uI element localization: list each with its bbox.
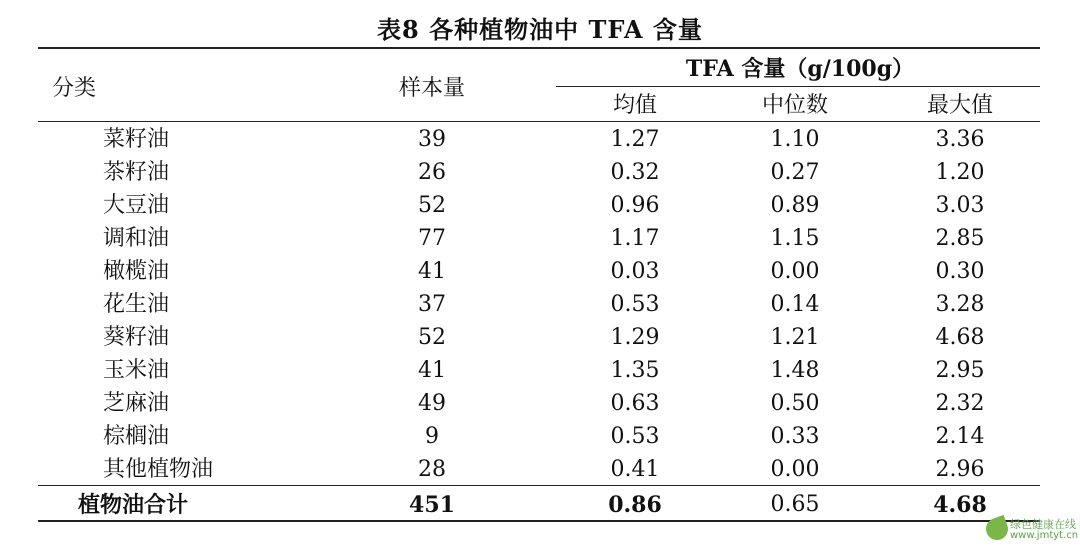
row-mean: 1.17 xyxy=(610,226,660,251)
row-name: 其他植物油 xyxy=(103,457,214,482)
total-median: 0.65 xyxy=(770,492,820,517)
row-mean: 0.96 xyxy=(610,193,660,218)
row-max: 4.68 xyxy=(935,325,985,350)
row-mean: 1.29 xyxy=(610,325,660,350)
row-name: 葵籽油 xyxy=(103,325,170,350)
row-max: 3.28 xyxy=(935,292,985,317)
row-name: 芝麻油 xyxy=(103,391,170,416)
total-name: 植物油合计 xyxy=(78,492,189,518)
header-sample: 样本量 xyxy=(398,76,465,101)
row-sample: 37 xyxy=(418,292,446,317)
row-mean: 1.27 xyxy=(610,127,660,152)
row-mean: 1.35 xyxy=(610,358,660,383)
total-sample: 451 xyxy=(409,492,455,518)
bottom-rule xyxy=(38,520,1040,522)
header-tfa-group: TFA 含量（g/100g） xyxy=(685,56,915,82)
row-name: 花生油 xyxy=(103,292,170,317)
row-mean: 0.03 xyxy=(610,259,660,284)
row-name: 大豆油 xyxy=(103,193,170,218)
group-rule xyxy=(556,86,1040,87)
total-max: 4.68 xyxy=(933,492,987,518)
header-median: 中位数 xyxy=(761,93,828,118)
row-name: 橄榄油 xyxy=(103,259,170,284)
top-rule xyxy=(38,47,1040,49)
watermark-url: www.jmtyt.cn xyxy=(1010,530,1079,541)
row-max: 2.96 xyxy=(935,457,985,482)
total-top-rule xyxy=(38,485,1040,486)
row-median: 1.10 xyxy=(770,127,820,152)
row-max: 1.20 xyxy=(935,160,985,185)
row-max: 3.36 xyxy=(935,127,985,152)
row-median: 0.33 xyxy=(770,424,820,449)
row-name: 调和油 xyxy=(103,226,170,251)
row-sample: 9 xyxy=(425,424,439,449)
row-median: 0.50 xyxy=(770,391,820,416)
row-sample: 49 xyxy=(418,391,446,416)
row-median: 0.14 xyxy=(770,292,820,317)
row-mean: 0.53 xyxy=(610,424,660,449)
row-median: 1.21 xyxy=(770,325,820,350)
row-median: 0.89 xyxy=(770,193,820,218)
header-mean: 均值 xyxy=(612,93,657,118)
row-sample: 41 xyxy=(418,259,446,284)
row-name: 玉米油 xyxy=(103,358,170,383)
row-mean: 0.63 xyxy=(610,391,660,416)
row-max: 0.30 xyxy=(935,259,985,284)
row-sample: 39 xyxy=(418,127,446,152)
row-max: 2.14 xyxy=(935,424,985,449)
header-category: 分类 xyxy=(52,76,97,101)
watermark-logo xyxy=(986,516,1080,546)
row-name: 菜籽油 xyxy=(103,127,170,152)
header-max: 最大值 xyxy=(926,93,993,118)
row-max: 3.03 xyxy=(935,193,985,218)
row-median: 1.48 xyxy=(770,358,820,383)
row-sample: 52 xyxy=(418,325,446,350)
watermark-text: 绿色健康在线 xyxy=(1010,518,1076,531)
row-median: 0.00 xyxy=(770,259,820,284)
row-sample: 41 xyxy=(418,358,446,383)
row-sample: 77 xyxy=(418,226,446,251)
row-mean: 0.41 xyxy=(610,457,660,482)
row-sample: 28 xyxy=(418,457,446,482)
row-median: 0.00 xyxy=(770,457,820,482)
leaf-icon xyxy=(983,515,1011,543)
row-sample: 52 xyxy=(418,193,446,218)
header-bottom-rule xyxy=(38,121,1040,122)
row-mean: 0.32 xyxy=(610,160,660,185)
row-max: 2.95 xyxy=(935,358,985,383)
row-name: 茶籽油 xyxy=(103,160,170,185)
row-median: 1.15 xyxy=(770,226,820,251)
total-mean: 0.86 xyxy=(608,492,662,518)
row-max: 2.32 xyxy=(935,391,985,416)
row-max: 2.85 xyxy=(935,226,985,251)
row-name: 棕榈油 xyxy=(103,424,170,449)
row-mean: 0.53 xyxy=(610,292,660,317)
table-title: 表8 各种植物油中 TFA 含量 xyxy=(377,15,703,44)
row-sample: 26 xyxy=(418,160,446,185)
row-median: 0.27 xyxy=(770,160,820,185)
